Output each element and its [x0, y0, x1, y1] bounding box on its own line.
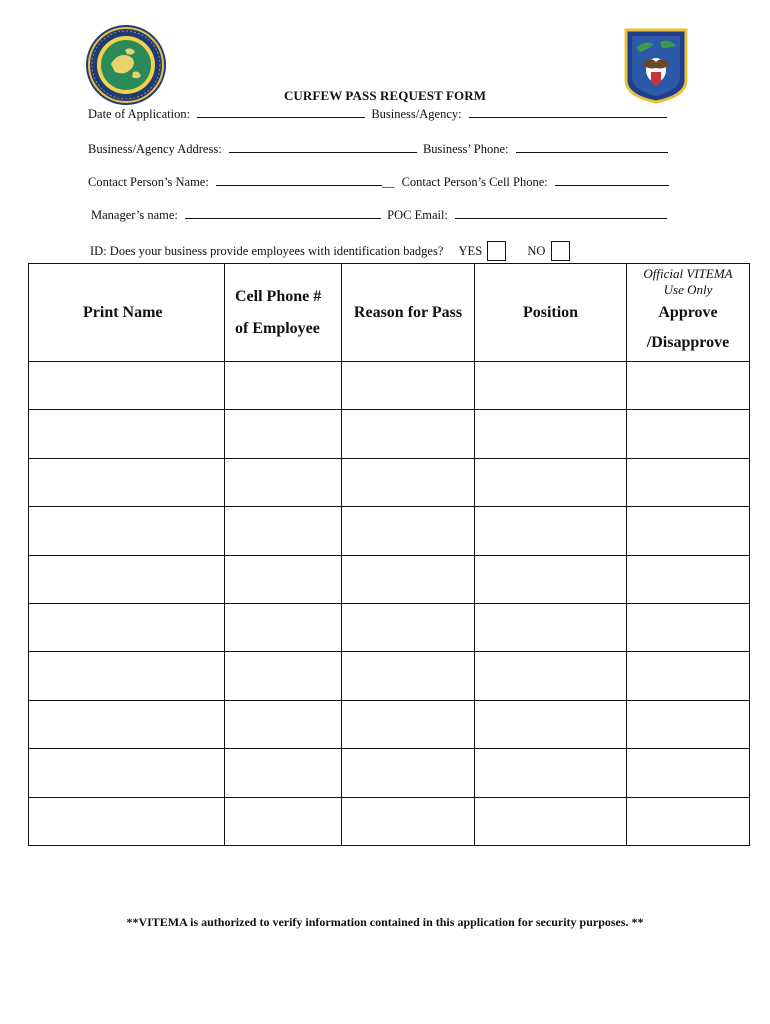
official-cell[interactable]: [627, 555, 750, 603]
table-row: [29, 362, 750, 410]
position-cell[interactable]: [475, 603, 627, 651]
employee-table: [28, 263, 750, 846]
row-manager-poc: [91, 208, 667, 223]
reason-cell[interactable]: [342, 507, 475, 555]
table-row: [29, 797, 750, 845]
row-contact-cell: [88, 175, 669, 190]
official-cell[interactable]: [627, 507, 750, 555]
cell-phone-cell[interactable]: [225, 700, 342, 748]
table-body: [29, 362, 750, 846]
official-cell[interactable]: [627, 362, 750, 410]
header-position: [475, 264, 627, 362]
print-name-cell[interactable]: [29, 749, 225, 797]
header-official-use: [627, 264, 750, 362]
header-print-name-text: Print Name: [83, 303, 163, 321]
print-name-cell[interactable]: [29, 603, 225, 651]
header-official-line1: Official VITEMA: [643, 266, 733, 281]
official-cell[interactable]: [627, 700, 750, 748]
position-cell[interactable]: [475, 410, 627, 458]
reason-cell[interactable]: [342, 362, 475, 410]
header-cell-line1: Cell Phone #: [235, 287, 322, 305]
business-label: Business/Agency:: [371, 107, 462, 121]
cell-phone-cell[interactable]: [225, 458, 342, 506]
cell-phone-cell[interactable]: [225, 410, 342, 458]
header-reason: [342, 264, 475, 362]
print-name-cell[interactable]: [29, 410, 225, 458]
reason-cell[interactable]: [342, 749, 475, 797]
table-header-row: [29, 264, 750, 362]
table-row: [29, 507, 750, 555]
reason-cell[interactable]: [342, 797, 475, 845]
official-cell[interactable]: [627, 749, 750, 797]
contact-underscore: __: [381, 175, 395, 189]
header-official-line2: Use Only: [663, 282, 713, 297]
phone-label: Business’ Phone:: [422, 142, 509, 156]
print-name-cell[interactable]: [29, 507, 225, 555]
position-cell[interactable]: [475, 362, 627, 410]
table-row: [29, 652, 750, 700]
print-name-cell[interactable]: [29, 555, 225, 603]
reason-cell[interactable]: [342, 603, 475, 651]
contact-field[interactable]: [216, 175, 382, 186]
phone-field[interactable]: [516, 142, 668, 153]
official-cell[interactable]: [627, 603, 750, 651]
cell-phone-cell[interactable]: [225, 797, 342, 845]
cell-phone-cell[interactable]: [225, 507, 342, 555]
poc-label: POC Email:: [387, 208, 448, 222]
poc-field[interactable]: [455, 208, 667, 219]
address-label: Business/Agency Address:: [88, 142, 222, 156]
position-cell[interactable]: [475, 797, 627, 845]
header-cell-line2: of Employee: [235, 319, 320, 337]
manager-field[interactable]: [185, 208, 381, 219]
footer-note: **VITEMA is authorized to verify information contained in this application for security purposes. **: [126, 915, 644, 929]
table-row: [29, 555, 750, 603]
table-row: [29, 700, 750, 748]
reason-cell[interactable]: [342, 700, 475, 748]
position-cell[interactable]: [475, 507, 627, 555]
table-row: [29, 749, 750, 797]
cell-phone-cell[interactable]: [225, 362, 342, 410]
table-row: [29, 458, 750, 506]
print-name-cell[interactable]: [29, 362, 225, 410]
cell-phone-cell[interactable]: [225, 652, 342, 700]
print-name-cell[interactable]: [29, 652, 225, 700]
row-address-phone: [88, 142, 668, 157]
yes-label: YES: [458, 244, 483, 258]
cell-phone-cell[interactable]: [225, 603, 342, 651]
business-field[interactable]: [469, 107, 667, 118]
print-name-cell[interactable]: [29, 700, 225, 748]
address-field[interactable]: [229, 142, 417, 153]
position-cell[interactable]: [475, 458, 627, 506]
cell-label: Contact Person’s Cell Phone:: [401, 175, 548, 189]
official-cell[interactable]: [627, 458, 750, 506]
print-name-cell[interactable]: [29, 797, 225, 845]
reason-cell[interactable]: [342, 410, 475, 458]
date-label: Date of Application:: [88, 107, 191, 121]
table-row: [29, 603, 750, 651]
row-id-question: [90, 241, 570, 261]
yes-checkbox[interactable]: [487, 241, 506, 261]
contact-label: Contact Person’s Name:: [88, 175, 209, 189]
header-position-text: Position: [522, 303, 579, 321]
reason-cell[interactable]: [342, 652, 475, 700]
row-date-business: [88, 107, 667, 122]
header-print-name: [29, 264, 225, 362]
position-cell[interactable]: [475, 555, 627, 603]
form-title: CURFEW PASS REQUEST FORM: [283, 88, 487, 103]
no-checkbox[interactable]: [551, 241, 570, 261]
date-field[interactable]: [197, 107, 365, 118]
manager-label: Manager’s name:: [91, 208, 178, 222]
header-cell-phone: [225, 264, 342, 362]
official-cell[interactable]: [627, 797, 750, 845]
print-name-cell[interactable]: [29, 458, 225, 506]
id-question: ID: Does your business provide employees with identification badges?: [90, 244, 444, 258]
header-reason-text: Reason for Pass: [353, 303, 463, 321]
reason-cell[interactable]: [342, 458, 475, 506]
header-approve: Approve: [658, 304, 718, 321]
position-cell[interactable]: [475, 700, 627, 748]
cell-phone-cell[interactable]: [225, 555, 342, 603]
cell-field[interactable]: [555, 175, 669, 186]
reason-cell[interactable]: [342, 555, 475, 603]
no-label: NO: [527, 244, 546, 258]
official-cell[interactable]: [627, 410, 750, 458]
position-cell[interactable]: [475, 749, 627, 797]
official-cell[interactable]: [627, 652, 750, 700]
cell-phone-cell[interactable]: [225, 749, 342, 797]
header-disapprove: /Disapprove: [646, 334, 730, 351]
table-row: [29, 410, 750, 458]
position-cell[interactable]: [475, 652, 627, 700]
